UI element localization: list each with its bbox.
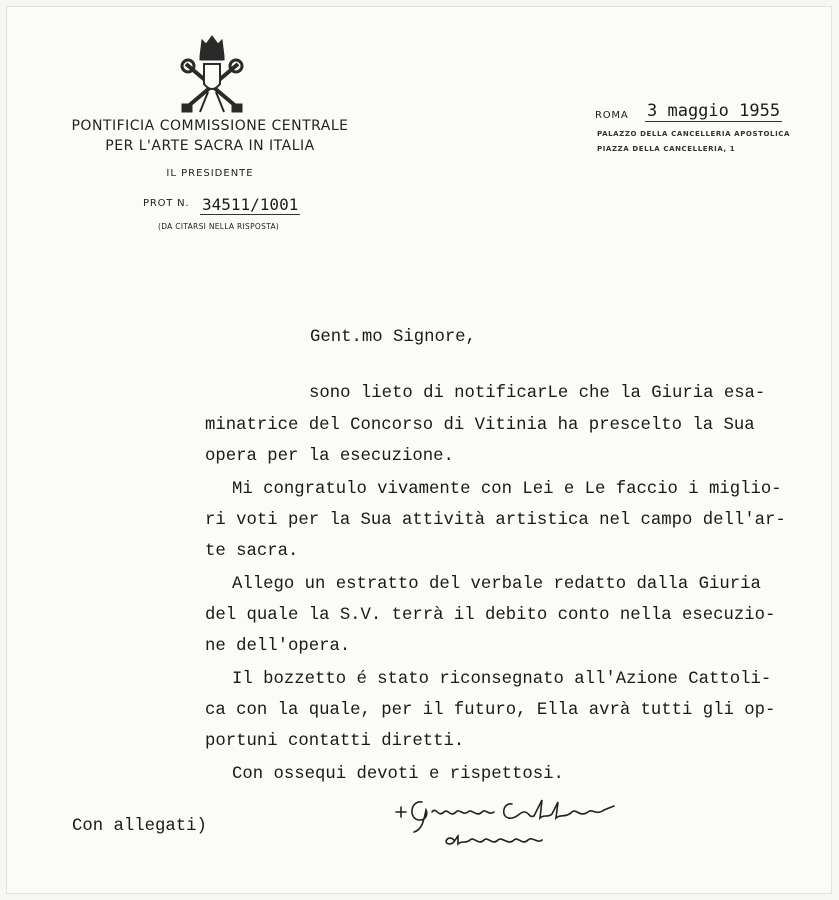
body-line: ne dell'opera. [205,637,351,656]
handwritten-signature [392,790,642,850]
body-line: Mi congratulo vivamente con Lei e Le faccio i miglio- [232,480,782,499]
address-line1: PALAZZO DELLA CANCELLERIA APOSTOLICA [597,130,791,138]
salutation: Gent.mo Signore, [310,328,476,347]
enclosure-note: Con allegati) [72,817,207,836]
body-line: ri voti per la Sua attività artistica nel campo dell'ar- [205,511,786,530]
body-line: portuni contatti diretti. [205,732,465,751]
commission-name-line2: PER L'ARTE SACRA IN ITALIA [105,138,315,154]
body-line: del quale la S.V. terrà il debito conto nella esecuzio- [205,606,776,625]
president-label: IL PRESIDENTE [166,168,254,179]
protocol-note: (DA CITARSI NELLA RISPOSTA) [158,222,280,231]
body-line: sono lieto di notificarLe che la Giuria esa- [309,384,766,403]
body-line: Con ossequi devoti e rispettosi. [232,765,564,784]
city-label: ROMA [595,110,629,121]
commission-name-line1: PONTIFICIA COMMISSIONE CENTRALE [71,118,349,134]
body-line: Allego un estratto del verbale redatto dalla Giuria [232,575,761,594]
protocol-label: PROT N. [143,198,190,209]
letter-date: 3 maggio 1955 [647,101,781,121]
body-line: ca con la quale, per il futuro, Ella avrà tutti gli op- [205,701,776,720]
body-line: Il bozzetto é stato riconsegnato all'Azione Cattoli- [232,670,772,689]
papal-crest-emblem [178,34,246,116]
address-line2: PIAZZA DELLA CANCELLERIA, 1 [597,145,736,153]
protocol-number: 34511/1001 [202,195,299,214]
body-line: opera per la esecuzione. [205,447,454,466]
body-line: minatrice del Concorso di Vitinia ha prescelto la Sua [205,416,755,435]
body-line: te sacra. [205,542,299,561]
